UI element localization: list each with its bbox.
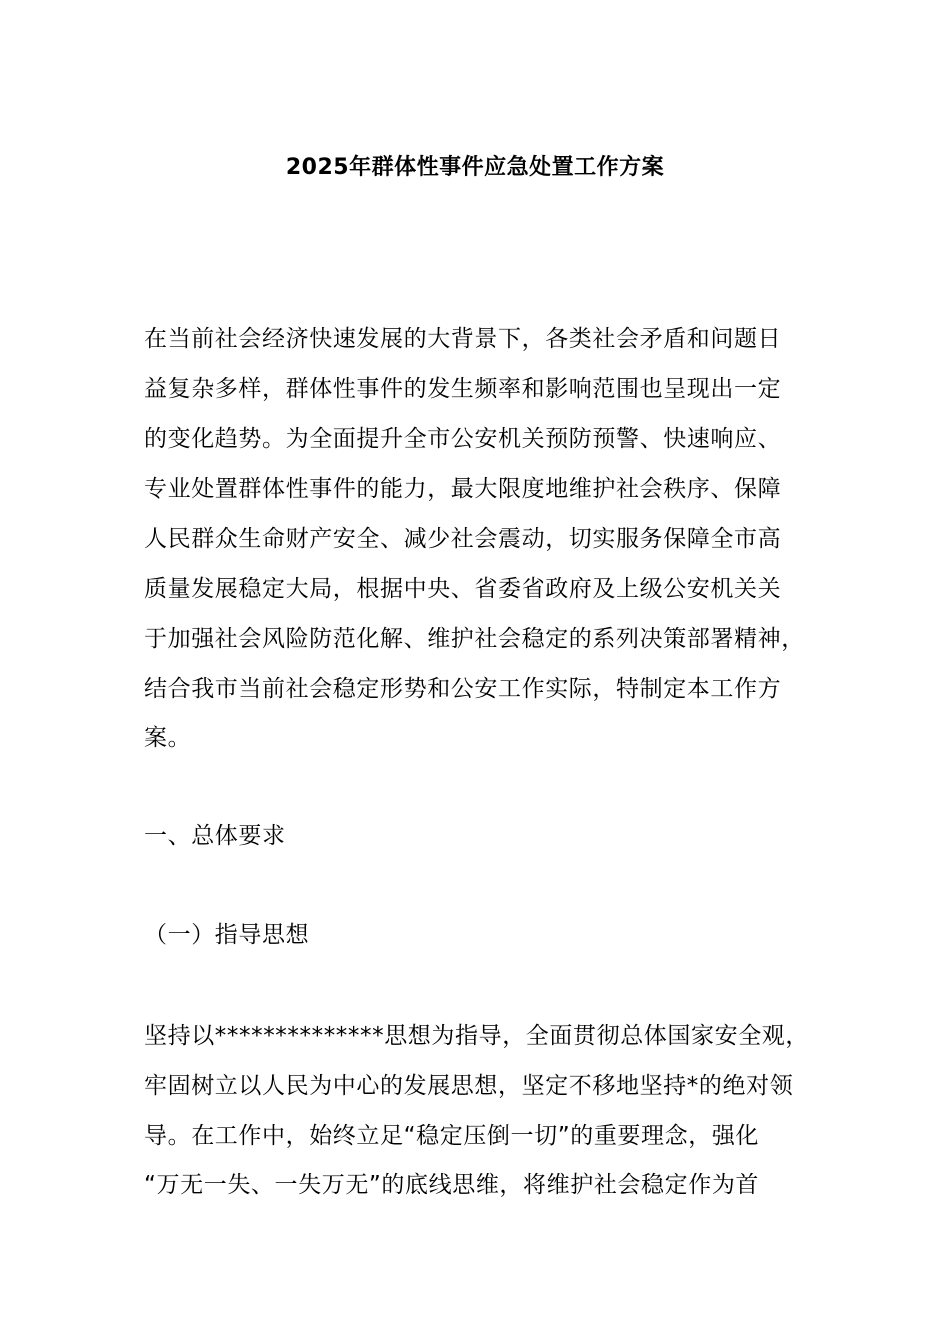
intro-paragraph-line: 案。 bbox=[144, 725, 192, 751]
section-heading: 一、总体要求 bbox=[144, 823, 286, 849]
guiding-paragraph-line: 牢固树立以人民为中心的发展思想，坚定不移地坚持*的绝对领 bbox=[144, 1073, 794, 1099]
subsection-heading: （一）指导思想 bbox=[144, 922, 310, 948]
intro-paragraph-line: 在当前社会经济快速发展的大背景下，各类社会矛盾和问题日 bbox=[144, 326, 782, 352]
intro-paragraph-line: 结合我市当前社会稳定形势和公安工作实际，特制定本工作方 bbox=[144, 676, 782, 702]
document-title: 2025年群体性事件应急处置工作方案 bbox=[285, 155, 665, 180]
intro-paragraph-line: 专业处置群体性事件的能力，最大限度地维护社会秩序、保障 bbox=[144, 476, 782, 502]
guiding-paragraph-line: “万无一失、一失万无”的底线思维，将维护社会稳定作为首 bbox=[144, 1172, 760, 1198]
intro-paragraph-line: 益复杂多样，群体性事件的发生频率和影响范围也呈现出一定 bbox=[144, 376, 782, 402]
guiding-paragraph-line: 坚持以**************思想为指导，全面贯彻总体国家安全观， bbox=[144, 1023, 809, 1049]
guiding-paragraph-line: 导。在工作中，始终立足“稳定压倒一切”的重要理念，强化 bbox=[144, 1123, 760, 1149]
intro-paragraph-line: 于加强社会风险防范化解、维护社会稳定的系列决策部署精神， bbox=[144, 626, 805, 652]
intro-paragraph-line: 的变化趋势。为全面提升全市公安机关预防预警、快速响应、 bbox=[144, 426, 782, 452]
intro-paragraph-line: 人民群众生命财产安全、减少社会震动，切实服务保障全市高 bbox=[144, 526, 782, 552]
intro-paragraph-line: 质量发展稳定大局，根据中央、省委省政府及上级公安机关关 bbox=[144, 576, 782, 602]
